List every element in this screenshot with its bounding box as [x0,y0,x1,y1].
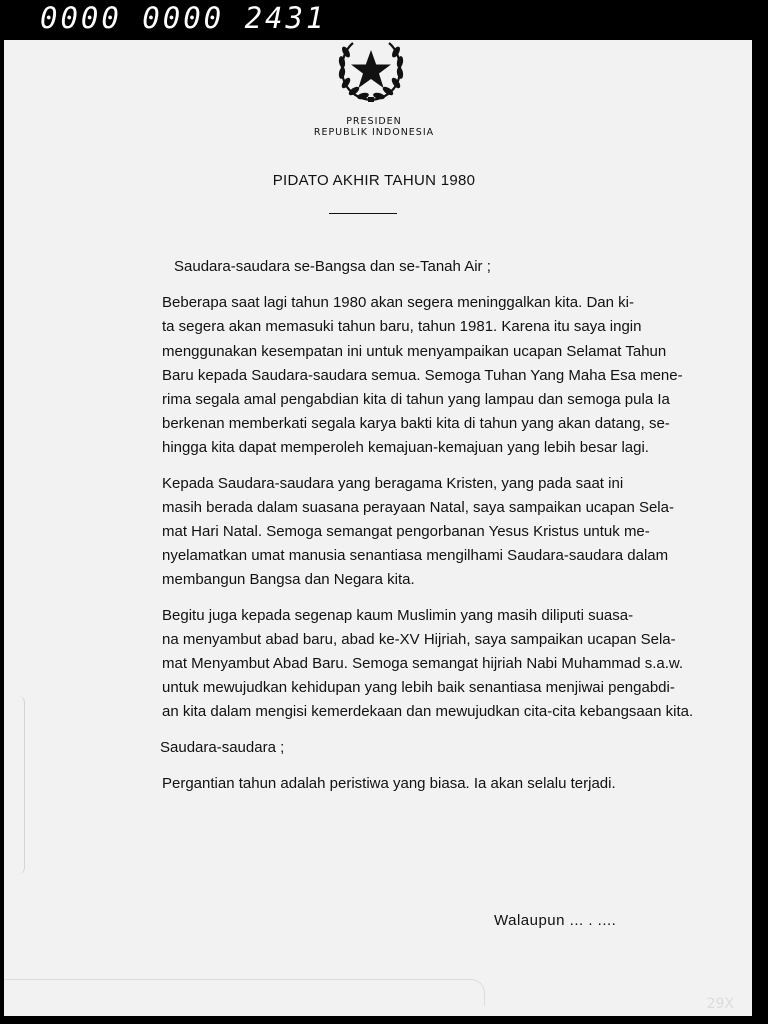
paragraph-christmas [122,472,674,593]
paragraph-line: an kita dalam mengisi kemerdekaan dan mewujudkan cita-cita kebangsaan kita. [162,703,694,721]
paragraph-line: masih berada dalam suasana perayaan Natal, saya sampaikan ucapan Sela- [162,498,674,516]
paragraph-line: Pergantian tahun adalah peristiwa yang biasa. Ia akan selalu terjadi. [162,774,616,792]
film-bottom-edge [0,1016,768,1024]
paragraph-line: Begitu juga kepada segenap kaum Muslimin yang masih diliputi suasa- [162,606,634,624]
paragraph-line: berkenan memberkati segala karya bakti kita di tahun yang akan datang, se- [162,415,670,433]
presidential-emblem-icon [329,40,413,104]
speech-body [122,255,694,807]
paragraph-line: mat Hari Natal. Semoga semangat pengorbanan Yesus Kristus untuk me- [162,523,650,541]
corner-page-mark: 29X [706,996,734,1012]
film-frame-number: 0000 0000 2431 [40,1,327,35]
page-edge-shadow [4,695,25,875]
paragraph-line: Kepada Saudara-saudara yang beragama Kristen, yang pada saat ini [162,474,624,492]
paragraph-line: Baru kepada Saudara-saudara semua. Semoga Tuhan Yang Maha Esa mene- [162,366,683,384]
continuation-text: Walaupun ... . .... [494,912,617,929]
paragraph-line: rima segala amal pengabdian kita di tahun yang lampau dan semoga pula Ia [162,391,670,409]
film-right-edge [752,40,768,1024]
paragraph-line: mat Menyambut Abad Baru. Semoga semangat hijriah Nabi Muhammad s.a.w. [162,655,684,673]
paragraph-line: Beberapa saat lagi tahun 1980 akan segera meninggalkan kita. Dan ki- [162,294,634,312]
paragraph-line: ta segera akan memasuki tahun baru, tahun 1981. Karena itu saya ingin [162,318,642,336]
paragraph-hijriah [122,604,694,725]
letterhead-line-1: PRESIDEN [346,116,402,127]
speech-title: PIDATO AKHIR TAHUN 1980 [272,172,476,189]
paragraph-new-year [122,291,683,460]
paragraph-new-year-change [122,772,662,796]
paragraph-line: nyelamatkan umat manusia senantiasa mengilhami Saudara-saudara dalam [162,547,669,565]
paragraph-line: membangun Bangsa dan Negara kita. [162,571,415,589]
paragraph-line: untuk mewujudkan kehidupan yang lebih baik senantiasa menjiwai pengabdi- [162,679,675,697]
closing-salutation: Saudara-saudara ; [160,738,285,756]
paragraph-line: hingga kita dapat memperoleh kemajuan-kemajuan yang lebih besar lagi. [162,439,649,457]
document-page [4,40,756,1016]
page-fold-mark [4,979,485,1006]
title-underline [329,213,397,214]
opening-salutation: Saudara-saudara se-Bangsa dan se-Tanah Air ; [174,258,491,275]
paragraph-line: na menyambut abad baru, abad ke-XV Hijriah, saya sampaikan ucapan Sela- [162,630,676,648]
letterhead [224,116,524,138]
film-strip [0,0,768,40]
letterhead-line-2: REPUBLIK INDONESIA [313,127,435,138]
paragraph-line: menggunakan kesempatan ini untuk menyampaikan ucapan Selamat Tahun [162,342,667,360]
